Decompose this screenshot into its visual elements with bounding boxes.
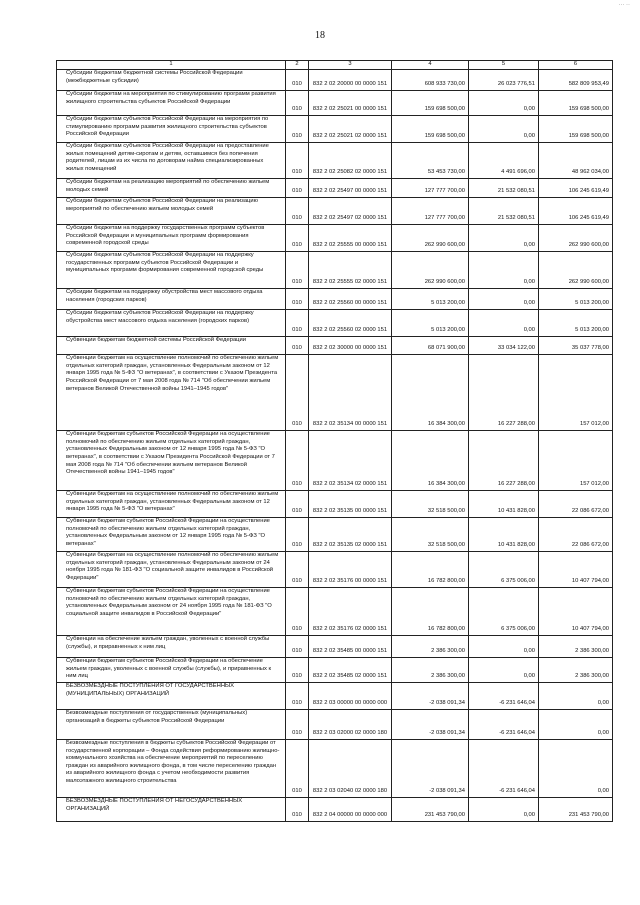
row-admin-code: 010 xyxy=(286,252,309,289)
row-description xyxy=(57,518,286,552)
row-remaining-amount: 2 386 300,00 xyxy=(539,658,613,683)
table-row xyxy=(57,116,613,143)
row-admin-code: 010 xyxy=(286,143,309,179)
row-classification-code: 832 2 02 25560 00 0000 151 xyxy=(309,289,392,310)
table-row xyxy=(57,709,613,739)
page-number: 18 xyxy=(315,30,325,41)
row-classification-code: 832 2 02 35176 02 0000 151 xyxy=(309,588,392,636)
row-description xyxy=(57,658,286,683)
row-plan-amount: 2 386 300,00 xyxy=(392,636,469,658)
row-executed-amount: -6 231 646,04 xyxy=(469,682,539,709)
row-classification-code: 832 2 02 35135 02 0000 151 xyxy=(309,518,392,552)
row-classification-code: 832 2 02 25021 00 0000 151 xyxy=(309,91,392,116)
row-description-text: Субсидии бюджетам на мероприятия по стимулированию программ развития жилищного строительства субъектов Российской Федерации xyxy=(66,91,276,105)
row-executed-amount: 0,00 xyxy=(469,636,539,658)
row-remaining-amount: 22 086 672,00 xyxy=(539,491,613,518)
row-plan-amount: 2 386 300,00 xyxy=(392,658,469,683)
table-row xyxy=(57,143,613,179)
row-plan-amount: 159 698 500,00 xyxy=(392,91,469,116)
row-remaining-amount: 0,00 xyxy=(539,739,613,797)
row-description-text: БЕЗВОЗМЕЗДНЫЕ ПОСТУПЛЕНИЯ ОТ ГОСУДАРСТВЕННЫХ (МУНИЦИПАЛЬНЫХ) ОРГАНИЗАЦИЙ xyxy=(66,682,235,697)
row-remaining-amount: 231 453 790,00 xyxy=(539,797,613,821)
table-row xyxy=(57,431,613,491)
table-row xyxy=(57,739,613,797)
row-remaining-amount: 159 698 500,00 xyxy=(539,116,613,143)
row-classification-code: 832 2 02 25555 02 0000 151 xyxy=(309,252,392,289)
row-classification-code: 832 2 02 35134 00 0000 151 xyxy=(309,355,392,431)
row-plan-amount: 68 071 900,00 xyxy=(392,337,469,355)
row-description-text: Субвенции бюджетам субъектов Российской Федерации на осуществление полномочий по обеспечению жильем отдельных категорий граждан, установленных Федеральным законом от 12 января 1995 года № 5-ФЗ "О ветеранах" xyxy=(66,518,270,547)
row-admin-code: 010 xyxy=(286,552,309,588)
row-admin-code: 010 xyxy=(286,289,309,310)
row-classification-code: 832 2 03 02000 02 0000 180 xyxy=(309,709,392,739)
row-remaining-amount: 10 407 794,00 xyxy=(539,552,613,588)
row-remaining-amount: 159 698 500,00 xyxy=(539,91,613,116)
row-plan-amount: 5 013 200,00 xyxy=(392,310,469,337)
row-classification-code: 832 2 03 02040 02 0000 180 xyxy=(309,739,392,797)
row-executed-amount: 10 431 828,00 xyxy=(469,491,539,518)
row-description xyxy=(57,491,286,518)
row-remaining-amount: 582 809 953,49 xyxy=(539,70,613,91)
row-plan-amount: 16 782 800,00 xyxy=(392,588,469,636)
row-classification-code: 832 2 04 00000 00 0000 000 xyxy=(309,797,392,821)
row-plan-amount: 32 518 500,00 xyxy=(392,518,469,552)
column-number: 5 xyxy=(469,61,539,70)
row-executed-amount: -6 231 646,04 xyxy=(469,709,539,739)
row-remaining-amount: 48 962 034,00 xyxy=(539,143,613,179)
table-row xyxy=(57,289,613,310)
row-plan-amount: 262 990 600,00 xyxy=(392,252,469,289)
row-admin-code: 010 xyxy=(286,116,309,143)
row-description xyxy=(57,636,286,658)
row-classification-code: 832 2 02 25497 00 0000 151 xyxy=(309,179,392,198)
row-plan-amount: 127 777 700,00 xyxy=(392,179,469,198)
row-classification-code: 832 2 02 20000 00 0000 151 xyxy=(309,70,392,91)
column-number: 2 xyxy=(286,61,309,70)
row-remaining-amount: 10 407 794,00 xyxy=(539,588,613,636)
row-description xyxy=(57,179,286,198)
row-remaining-amount: 0,00 xyxy=(539,682,613,709)
row-remaining-amount: 2 386 300,00 xyxy=(539,636,613,658)
row-admin-code: 010 xyxy=(286,355,309,431)
table-row xyxy=(57,588,613,636)
row-admin-code: 010 xyxy=(286,636,309,658)
row-plan-amount: 231 453 790,00 xyxy=(392,797,469,821)
table-row xyxy=(57,636,613,658)
row-remaining-amount: 5 013 200,00 xyxy=(539,310,613,337)
row-executed-amount: 6 375 006,00 xyxy=(469,588,539,636)
row-classification-code: 832 2 02 35135 00 0000 151 xyxy=(309,491,392,518)
row-remaining-amount: 5 013 200,00 xyxy=(539,289,613,310)
row-plan-amount: 32 518 500,00 xyxy=(392,491,469,518)
row-plan-amount: 608 933 730,00 xyxy=(392,70,469,91)
row-admin-code: 010 xyxy=(286,91,309,116)
row-description xyxy=(57,289,286,310)
row-admin-code: 010 xyxy=(286,491,309,518)
row-description-text: Субсидии бюджетам субъектов Российской Федерации на поддержку государственных программ субъектов Российской Федерации и муниципальных программ формирования современной городской среды xyxy=(66,252,264,274)
row-admin-code: 010 xyxy=(286,337,309,355)
row-executed-amount: -6 231 646,04 xyxy=(469,739,539,797)
row-description xyxy=(57,431,286,491)
row-admin-code: 010 xyxy=(286,797,309,821)
row-description-text: Субвенции бюджетам на осуществление полномочий по обеспечению жильем отдельных категорий граждан, установленных Федеральным законом от 12 января 1995 года № 5-ФЗ "О ветеранах", в соответствии с Указом Президента Российской Федерации от 7 мая 2008 года № 714 "Об обеспечении жильем ветеранов Великой Отечественной войны 1941–1945 годов" xyxy=(66,355,279,392)
row-classification-code: 832 2 02 25497 02 0000 151 xyxy=(309,198,392,225)
row-description xyxy=(57,588,286,636)
row-description-text: Субвенции бюджетам субъектов Российской Федерации на обеспечение жильем граждан, уволенных с военной службы (службы), и приравненных к ним лиц xyxy=(66,658,272,680)
row-description-text: Субвенции бюджетам бюджетной системы Российской Федерации xyxy=(66,337,246,343)
row-description-text: Субвенции бюджетам на осуществление полномочий по обеспечению жильем отдельных категорий граждан, установленных Федеральным законом от 12 января 1995 года № 5-ФЗ "О ветеранах" xyxy=(66,491,279,513)
row-description xyxy=(57,91,286,116)
row-description xyxy=(57,198,286,225)
budget-table-body xyxy=(57,61,613,822)
table-row xyxy=(57,337,613,355)
row-plan-amount: 16 782 800,00 xyxy=(392,552,469,588)
row-description-text: Субсидии бюджетам субъектов Российской Федерации на мероприятия по стимулированию программ развития жилищного строительства субъектов Российской Федерации xyxy=(66,116,269,138)
corner-mark: ··· ·· xyxy=(618,2,630,8)
column-number-row xyxy=(57,61,613,70)
row-admin-code: 010 xyxy=(286,225,309,252)
row-executed-amount: 0,00 xyxy=(469,91,539,116)
row-admin-code: 010 xyxy=(286,431,309,491)
row-plan-amount: 16 384 300,00 xyxy=(392,431,469,491)
column-number: 3 xyxy=(309,61,392,70)
row-description-text: Безвозмездные поступления в бюджеты субъектов Российской Федерации от государственной корпорации – Фонда содействия реформированию жилищно-коммунального хозяйства на обеспечение мероприятий по переселению граждан из аварийного жилищного фонда, в том числе переселению граждан из аварийного жилищного фонда с учетом необходимости развития малоэтажного жилищного строительства xyxy=(66,739,280,785)
row-executed-amount: 0,00 xyxy=(469,289,539,310)
row-description xyxy=(57,310,286,337)
row-description-text: Субвенции бюджетам субъектов Российской Федерации на осуществление полномочий по обеспечению жильем отдельных категорий граждан, установленных Федеральным законом от 24 ноября 1995 года № 181-ФЗ "О социальной защите инвалидов в Российской Федерации" xyxy=(66,588,272,617)
row-description xyxy=(57,709,286,739)
row-description-text: Безвозмездные поступления от государственных (муниципальных) организаций в бюджеты субъектов Российской Федерации xyxy=(66,709,248,724)
row-admin-code: 010 xyxy=(286,518,309,552)
row-description xyxy=(57,739,286,797)
row-executed-amount: 0,00 xyxy=(469,116,539,143)
row-executed-amount: 0,00 xyxy=(469,225,539,252)
row-classification-code: 832 2 02 35134 02 0000 151 xyxy=(309,431,392,491)
row-executed-amount: 16 227 288,00 xyxy=(469,355,539,431)
table-row xyxy=(57,797,613,821)
row-remaining-amount: 22 086 672,00 xyxy=(539,518,613,552)
row-remaining-amount: 106 245 619,49 xyxy=(539,179,613,198)
table-row xyxy=(57,310,613,337)
row-description xyxy=(57,797,286,821)
column-number: 6 xyxy=(539,61,613,70)
row-description xyxy=(57,225,286,252)
row-remaining-amount: 157 012,00 xyxy=(539,355,613,431)
row-remaining-amount: 262 990 600,00 xyxy=(539,225,613,252)
row-plan-amount: -2 038 091,34 xyxy=(392,709,469,739)
row-classification-code: 832 2 02 25082 02 0000 151 xyxy=(309,143,392,179)
budget-table xyxy=(56,60,613,822)
row-description xyxy=(57,337,286,355)
row-description xyxy=(57,143,286,179)
column-number: 4 xyxy=(392,61,469,70)
table-row xyxy=(57,552,613,588)
row-description-text: Субсидии бюджетам на поддержку обустройства мест массового отдыха населения (городских парков) xyxy=(66,289,263,303)
row-admin-code: 010 xyxy=(286,70,309,91)
row-admin-code: 010 xyxy=(286,709,309,739)
row-executed-amount: 0,00 xyxy=(469,658,539,683)
row-plan-amount: -2 038 091,34 xyxy=(392,739,469,797)
row-remaining-amount: 0,00 xyxy=(539,709,613,739)
row-description-text: Субвенции бюджетам субъектов Российской Федерации на осуществление полномочий по обеспечению жильем отдельных категорий граждан, установленных Федеральным законом от 12 января 1995 года № 5-ФЗ "О ветеранах", в соответствии с Указом Президента Российской Федерации от 7 мая 2008 года № 714 "Об обеспечении жильем ветеранов Великой Отечественной войны 1941–1945 годов" xyxy=(66,431,275,476)
row-classification-code: 832 2 03 00000 00 0000 000 xyxy=(309,682,392,709)
row-executed-amount: 16 227 288,00 xyxy=(469,431,539,491)
row-plan-amount: 127 777 700,00 xyxy=(392,198,469,225)
table-row xyxy=(57,518,613,552)
row-description-text: Субсидии бюджетам на реализацию мероприятий по обеспечению жильем молодых семей xyxy=(66,179,270,193)
table-row xyxy=(57,252,613,289)
row-description xyxy=(57,252,286,289)
row-executed-amount: 21 532 080,51 xyxy=(469,179,539,198)
row-plan-amount: 53 453 730,00 xyxy=(392,143,469,179)
row-admin-code: 010 xyxy=(286,658,309,683)
row-description xyxy=(57,70,286,91)
row-executed-amount: 4 491 696,00 xyxy=(469,143,539,179)
row-admin-code: 010 xyxy=(286,198,309,225)
row-executed-amount: 33 034 122,00 xyxy=(469,337,539,355)
row-classification-code: 832 2 02 30000 00 0000 151 xyxy=(309,337,392,355)
row-description-text: Субсидии бюджетам бюджетной системы Российской Федерации (межбюджетные субсидии) xyxy=(66,70,243,84)
row-description-text: Субсидии бюджетам субъектов Российской Федерации на реализацию мероприятий по обеспечению жильем молодых семей xyxy=(66,198,258,212)
row-classification-code: 832 2 02 35485 02 0000 151 xyxy=(309,658,392,683)
row-plan-amount: 16 384 300,00 xyxy=(392,355,469,431)
table-row xyxy=(57,91,613,116)
table-row xyxy=(57,70,613,91)
row-classification-code: 832 2 02 35176 00 0000 151 xyxy=(309,552,392,588)
row-description-text: Субвенции бюджетам на осуществление полномочий по обеспечению жильем отдельных категорий граждан, установленных Федеральным законом от 24 ноября 1995 года № 181-ФЗ "О социальной защите инвалидов в Российской Федерации" xyxy=(66,552,279,581)
row-admin-code: 010 xyxy=(286,179,309,198)
row-description-text: Субсидии бюджетам субъектов Российской Федерации на предоставление жилых помещений детям-сиротам и детям, оставшимся без попечения родителей, лицам из их числа по договорам найма специализированных жилых помещений xyxy=(66,143,269,172)
row-executed-amount: 21 532 080,51 xyxy=(469,198,539,225)
row-plan-amount: 5 013 200,00 xyxy=(392,289,469,310)
row-executed-amount: 26 023 776,51 xyxy=(469,70,539,91)
row-plan-amount: 159 698 500,00 xyxy=(392,116,469,143)
row-executed-amount: 0,00 xyxy=(469,252,539,289)
row-description-text: Субвенции на обеспечение жильем граждан, уволенных с военной службы (службы), и приравненных к ним лиц xyxy=(66,636,270,650)
row-executed-amount: 6 375 006,00 xyxy=(469,552,539,588)
table-row xyxy=(57,682,613,709)
row-admin-code: 010 xyxy=(286,588,309,636)
row-remaining-amount: 35 037 778,00 xyxy=(539,337,613,355)
table-row xyxy=(57,658,613,683)
row-classification-code: 832 2 02 25560 02 0000 151 xyxy=(309,310,392,337)
row-description xyxy=(57,355,286,431)
table-row xyxy=(57,179,613,198)
row-description-text: БЕЗВОЗМЕЗДНЫЕ ПОСТУПЛЕНИЯ ОТ НЕГОСУДАРСТВЕННЫХ ОРГАНИЗАЦИЙ xyxy=(66,797,243,812)
row-admin-code: 010 xyxy=(286,310,309,337)
row-admin-code: 010 xyxy=(286,682,309,709)
row-admin-code: 010 xyxy=(286,739,309,797)
row-description xyxy=(57,682,286,709)
row-executed-amount: 0,00 xyxy=(469,797,539,821)
table-row xyxy=(57,355,613,431)
table-row xyxy=(57,491,613,518)
row-remaining-amount: 157 012,00 xyxy=(539,431,613,491)
row-classification-code: 832 2 02 25555 00 0000 151 xyxy=(309,225,392,252)
row-description xyxy=(57,552,286,588)
row-executed-amount: 10 431 828,00 xyxy=(469,518,539,552)
row-remaining-amount: 262 990 600,00 xyxy=(539,252,613,289)
row-remaining-amount: 106 245 619,49 xyxy=(539,198,613,225)
row-description xyxy=(57,116,286,143)
column-number: 1 xyxy=(57,61,286,70)
row-classification-code: 832 2 02 25021 02 0000 151 xyxy=(309,116,392,143)
row-classification-code: 832 2 02 35485 00 0000 151 xyxy=(309,636,392,658)
table-row xyxy=(57,225,613,252)
row-description-text: Субсидии бюджетам субъектов Российской Федерации на поддержку обустройства мест массового отдыха населения (городских парков) xyxy=(66,310,254,324)
row-executed-amount: 0,00 xyxy=(469,310,539,337)
table-row xyxy=(57,198,613,225)
row-plan-amount: -2 038 091,34 xyxy=(392,682,469,709)
row-description-text: Субсидии бюджетам на поддержку государственных программ субъектов Российской Федерации и муниципальных программ формирования современной городской среды xyxy=(66,225,265,247)
row-plan-amount: 262 990 600,00 xyxy=(392,225,469,252)
